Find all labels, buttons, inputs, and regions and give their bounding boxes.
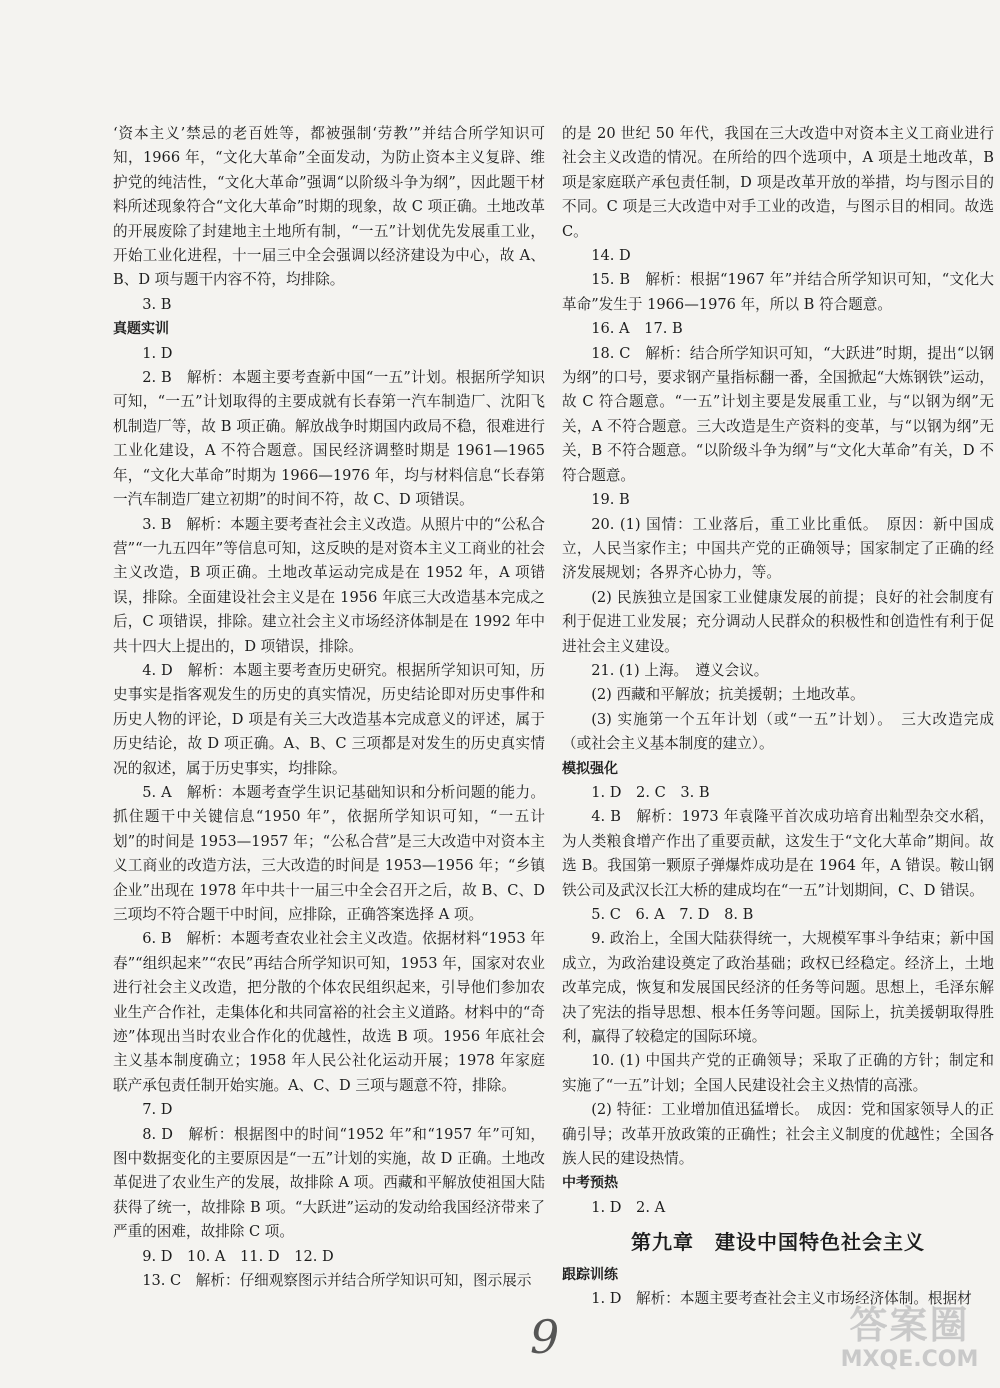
right-column <box>562 122 994 1312</box>
answer-paragraph: 15. B 解析：根据“1967 年”并结合所学知识可知，“文化大革命”发生于 1966—1976 年，所以 B 符合题意。 <box>562 271 994 313</box>
answer-paragraph: 20. (1) 国情：工业落后，重工业比重低。 原因：新中国成立，人民当家作主；中国共产党的正确领导；国家制定了正确的经济发展规划；各界齐心协力，等。 <box>562 515 994 582</box>
section-heading: 模拟强化 <box>562 760 618 777</box>
watermark-url: MXQE.COM <box>840 1347 979 1372</box>
chapter-title: 第九章 建设中国特色社会主义 <box>631 1230 925 1255</box>
answer-paragraph: (2) 特征：工业增加值迅猛增长。 成因：党和国家领导人的正确引导；改革开放政策的正确性；社会主义制度的优越性；全国各族人民的建设热情。 <box>562 1101 994 1168</box>
answer-paragraph: 16. A 17. B <box>591 320 683 338</box>
answer-paragraph: 5. C 6. A 7. D 8. B <box>591 906 754 923</box>
answer-paragraph: 4. D 解析：本题主要考查历史研究。根据所学知识可知，历史事实是指客观发生的历史的真实情况，历史结论即对历史事件和历史人物的评论，D 项是有关三大改造基本完成意义的评述，属于历史结论，故 D 项正确。A、B、C 三项都是对发生的历史真实情况的叙述，属于历史事实，均排除。 <box>113 661 545 777</box>
answer-paragraph: 9. D 10. A 11. D 12. D <box>142 1247 334 1265</box>
answer-paragraph: 14. D <box>591 247 631 265</box>
answer-paragraph: 8. D 解析：根据图中的时间“1952 年”和“1957 年”可知，图中数据变化的主要原因是“一五”计划的实施，故 D 正确。土地改革促进了农业生产的发展，故排除 A 项。西藏和平解放使祖国大陆获得了统一，故排除 B 项。“大跃进”运动的发动给我国经济带来了严重的困难，故排除 C 项。 <box>113 1125 545 1241</box>
page-number: 9 <box>530 1310 560 1364</box>
answer-paragraph: (2) 民族独立是国家工业健康发展的前提；良好的社会制度有利于促进工业发展；充分调动人民群众的积极性和创造性有利于促进社会主义建设。 <box>562 588 994 655</box>
answer-paragraph: (3) 实施第一个五年计划（或“一五”计划）。 三大改造完成（或社会主义基本制度的建立）。 <box>562 710 994 753</box>
answer-paragraph: (2) 西藏和平解放；抗美援朝；土地改革。 <box>591 686 865 704</box>
left-column <box>113 122 545 1294</box>
answer-paragraph: 1. D 2. A <box>591 1198 666 1216</box>
answer-paragraph: 3. B 解析：本题主要考查社会主义改造。从照片中的“公私合营”“一九五四年”等信息可知，这反映的是对资本主义工商业的社会主义改造，B 项正确。土地改革运动完成是在 1952 年，A 项错误，排除。全面建设社会主义是在 1956 年底三大改造基本完成之后，C 项错误，排除。建立社会主义市场经济体制是在 1992 年中共十四大上提出的，D 项错误，排除。 <box>113 515 545 655</box>
answer-paragraph: ‘资本主义’禁忌的老百姓等，都被强制‘劳教’”并结合所学知识可知，1966 年，“文化大革命”全面发动，为防止资本主义复辟、维护党的纯洁性，“文化大革命”强调“以阶级斗争为纲”，因此题干材料所述现象符合“文化大革命”时期的现象，故 C 项正确。土地改革的开展废除了封建地主土地所有制，“一五”计划优先发展重工业，开始工业化进程，十一届三中全会强调以经济建设为中心，故 A、B、D 项与题干内容不符，均排除。 <box>113 125 545 289</box>
answer-paragraph: 7. D <box>142 1101 173 1119</box>
section-heading: 真题实训 <box>113 321 169 338</box>
answer-paragraph: 9. 政治上，全国大陆获得统一，大规模军事斗争结束；新中国成立，为政治建设奠定了政治基础；政权已经稳定。经济上，土地改革完成，恢复和发展国民经济的任务等问题。思想上，毛泽东解决了宪法的指导思想、根本任务等问题。国际上，抗美援朝取得胜利，赢得了较稳定的国际环境。 <box>562 930 994 1046</box>
answer-paragraph: 3. B <box>142 295 172 313</box>
answer-paragraph: 18. C 解析：结合所学知识可知，“大跃进”时期，提出“以钢为纲”的口号，要求钢产量指标翻一番，全国掀起“大炼钢铁”运动，故 C 符合题意。“一五”计划主要是发展重工业，与“以钢为纲”无关，A 不符合题意。三大改造是生产资料的变革，与“以钢为纲”无关，B 不符合题意。“以阶级斗争为纲”与“文化大革命”有关，D 不符合题意。 <box>562 344 994 484</box>
watermark-logo <box>827 1302 992 1382</box>
answer-paragraph: 21. (1) 上海。 遵义会议。 <box>591 661 769 679</box>
answer-paragraph: 10. (1) 中国共产党的正确领导；采取了正确的方针；制定和实施了“一五”计划；全国人民建设社会主义热情的高涨。 <box>562 1052 994 1094</box>
answer-paragraph: 19. B <box>591 491 630 509</box>
answer-paragraph: 13. C 解析：仔细观察图示并结合所学知识可知，图示展示 <box>142 1272 532 1290</box>
section-heading: 中考预热 <box>562 1175 618 1192</box>
answer-paragraph: 6. B 解析：本题考查农业社会主义改造。依据材料“1953 年春”“组织起来”“农民”再结合所学知识可知，1953 年，国家对农业进行社会主义改造，把分散的个体农民组织起来，引导他们参加农业生产合作社，走集体化和共同富裕的社会主义道路。材料中的“奇迹”体现出当时农业合作化的优越性，故选 B 项。1956 年底社会主义基本制度确立；1958 年人民公社化运动开展；1978 年家庭联产承包责任制开始实施。A、C、D 三项与题意不符，排除。 <box>113 930 545 1094</box>
answer-paragraph: 4. B 解析：1973 年袁隆平首次成功培育出籼型杂交水稻，为人类粮食增产作出了重要贡献，这发生于“文化大革命”期间。故选 B。我国第一颗原子弹爆炸成功是在 1964 年，A 错误。鞍山钢铁公司及武汉长江大桥的建成均在“一五”计划期间，C、D 错误。 <box>562 808 994 899</box>
section-heading: 跟踪训练 <box>562 1266 618 1283</box>
answer-paragraph: 1. D 解析：本题主要考查社会主义市场经济体制。根据材 <box>591 1290 972 1308</box>
answer-paragraph: 2. B 解析：本题主要考查新中国“一五”计划。根据所学知识可知，“一五”计划取得的主要成就有长春第一汽车制造厂、沈阳飞机制造厂等，故 B 项正确。解放战争时期国内政局不稳，很难进行工业化建设，A 不符合题意。国民经济调整时期是 1961—1965 年，“文化大革命”时期为 1966—1976 年，均与材料信息“长春第一汽车制造厂建立初期”的时间不符，故 C、D 项错误。 <box>113 369 545 509</box>
watermark-text: 答案圈 <box>849 1303 970 1347</box>
answer-paragraph: 的是 20 世纪 50 年代，我国在三大改造中对资本主义工商业进行社会主义改造的情况。在所给的四个选项中，A 项是土地改革，B 项是家庭联产承包责任制，D 项是改革开放的举措，均与图示目的不同。C 项是三大改造中对手工业的改造，与图示目的相同。故选 C。 <box>562 125 994 240</box>
answer-paragraph: 1. D <box>142 344 173 362</box>
answer-paragraph: 5. A 解析：本题考查学生识记基础知识和分析问题的能力。抓住题干中关键信息“1950 年”，依据所学知识可知，“一五计划”的时间是 1953—1957 年；“公私合营”是三大改造中对资本主义工商业的改造方法，三大改造的时间是 1953—1956 年；“乡镇企业”出现在 1978 年中共十一届三中全会召开之后，故 B、C、D 三项均不符合题干中时间，应排除，正确答案选择 A 项。 <box>113 783 545 923</box>
answer-paragraph: 1. D 2. C 3. B <box>591 783 710 801</box>
